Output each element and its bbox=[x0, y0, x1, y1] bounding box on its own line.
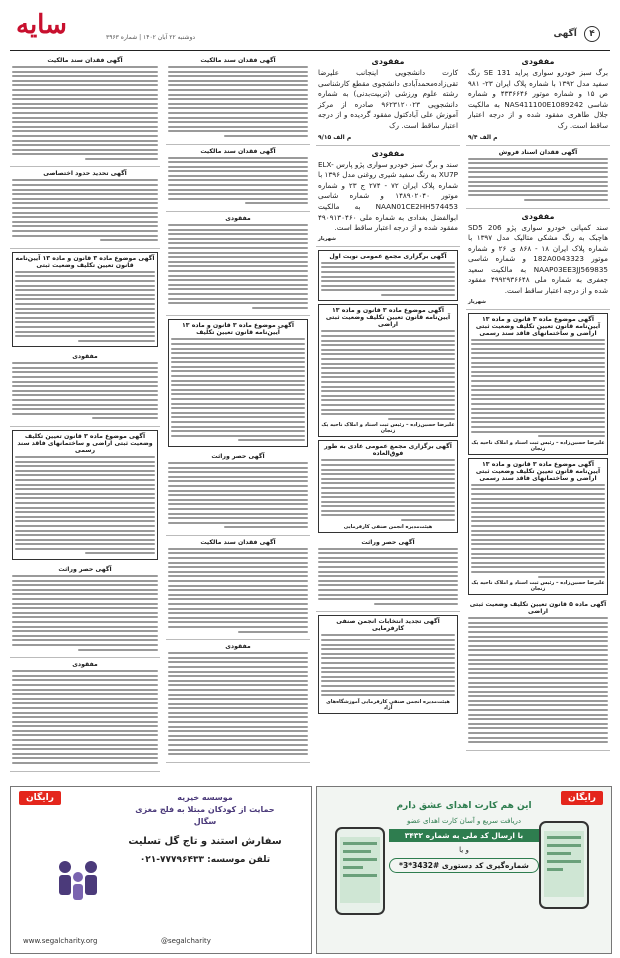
notice-block bbox=[10, 167, 160, 248]
notice-block bbox=[316, 146, 460, 247]
charity-text bbox=[107, 793, 303, 865]
notice-block bbox=[466, 209, 610, 310]
notice-title: مفقودی bbox=[521, 211, 555, 221]
issue-line: دوشنبه ۲۲ آبان ۱۴۰۲ | شماره ۳۹۶۳ bbox=[106, 34, 196, 41]
notice-block bbox=[468, 313, 608, 455]
notice-block bbox=[466, 146, 610, 209]
charity-line-2: سگال bbox=[193, 817, 217, 826]
charity-website[interactable]: www.segalcharity.org bbox=[23, 937, 98, 945]
charity-ad bbox=[10, 786, 312, 954]
notice-block bbox=[318, 250, 458, 302]
notice-block bbox=[166, 450, 310, 536]
notice-title: مفقودی bbox=[371, 57, 405, 66]
notice-block bbox=[466, 54, 610, 146]
charity-line-1: حمایت از کودکان مبتلا به فلج مغزی bbox=[135, 805, 275, 814]
notice-block bbox=[468, 458, 608, 595]
notice-block bbox=[316, 54, 460, 146]
notice-block bbox=[10, 658, 160, 771]
notice-city: شهریار bbox=[468, 298, 486, 305]
phone-graphic bbox=[335, 827, 385, 915]
notice-title: آگهی تجدید انتخابات انجمن صنفی کارفرمایی bbox=[336, 618, 440, 633]
notice-title: آگهی برگزاری مجمع عمومی نوبت اول bbox=[329, 252, 447, 260]
notice-text: برگ سبز خودرو سواری پراید 131 SE رنگ سفید مدل ۱۳۹۲ با شماره پلاک ایران ۲۳- ۹۸۱ ص ۱۵ و شماره موتور ۴۳۳۶۶۴۶ و شماره شاسی NAS411100E1089242 به مالکیت جلال طاهری مفقود شده و از درجه اعتبار ساقط است. رک bbox=[468, 68, 608, 130]
notice-block bbox=[318, 304, 458, 437]
free-badge: رایگان bbox=[19, 791, 61, 805]
notice-signature: علیرضا حسین‌زاده – رئیس ثبت اسناد و املاک ناحیه یک زنجان bbox=[471, 439, 605, 452]
notice-title: آگهی موضوع ماده ۳ قانون و ماده ۱۳ آیین‌نامه قانون تعیین تکلیف bbox=[182, 322, 294, 337]
notice-signature: علیرضا حسین‌زاده – رئیس ثبت اسناد و املاک ناحیه یک زنجان bbox=[321, 422, 455, 435]
notice-block bbox=[10, 54, 160, 167]
notice-title: آگهی فقدان سند مالکیت bbox=[47, 57, 123, 64]
charity-service: سفارش استند و تاج گل تسلیت bbox=[128, 836, 282, 847]
notice-text: سند کمپانی خودرو سواری پژو 206 SD5 هاچبک به رنگ مشکی متالیک مدل ۱۳۹۷ با شماره پلاک ایران ۱۸ - ۸۶۸ ی ۲۶ و شماره موتور 182A0043323 و شماره شاسی NAAP03EE3JJ569835 به مالکیت سعید جعفری به شماره ملی ۴۹۹۲۹۳۶۶۴۸ مفقود شده و از درجه اعتبار ساقط است. bbox=[468, 222, 609, 296]
notice-block bbox=[166, 640, 310, 763]
notice-signature: هیئت‌مدیره انجمن صنفی کارفرمایی bbox=[343, 523, 433, 530]
notice-title: مفقودی bbox=[72, 661, 98, 669]
notice-title: آگهی برگزاری مجمع عمومی عادی به طور فوق‌العاده bbox=[324, 443, 452, 458]
charity-title: موسسه خیریه bbox=[177, 793, 233, 802]
notice-title: آگهی فقدان سند مالکیت bbox=[200, 57, 276, 64]
notice-block bbox=[166, 145, 310, 213]
notice-block bbox=[12, 430, 158, 560]
column-1 bbox=[466, 54, 610, 774]
notice-block bbox=[166, 54, 310, 145]
newspaper-logo: سایه bbox=[16, 10, 67, 40]
notice-title: آگهی فقدان سند مالکیت bbox=[200, 147, 276, 155]
notice-title: مفقودی bbox=[72, 353, 98, 361]
card-line-4: شماره‌گیری کد دستوری #3432*3* bbox=[389, 858, 539, 873]
free-badge: رایگان bbox=[561, 791, 603, 805]
notice-block bbox=[318, 440, 458, 532]
notice-block bbox=[318, 615, 458, 713]
notice-ref: م الف ۹/۴ bbox=[468, 133, 498, 141]
notice-title: آگهی فقدان سند مالکیت bbox=[200, 538, 276, 546]
notice-title: مفقودی bbox=[225, 215, 251, 223]
notice-title: مفقودی bbox=[521, 57, 555, 66]
card-ad-text bbox=[389, 801, 539, 873]
column-4 bbox=[10, 54, 160, 780]
charity-instagram[interactable]: @segalcharity bbox=[161, 937, 211, 945]
notice-block bbox=[12, 252, 158, 348]
notice-title: آگهی موضوع ماده ۳ قانون تعیین تکلیف وضعیت ثبتی اراضی و ساختمانهای فاقد سند رسمی bbox=[17, 433, 153, 454]
notice-title: آگهی موضوع ماده ۳ قانون و ماده ۱۳ آیین‌نامه قانون تعیین تکلیف وضعیت ثبتی اراضی bbox=[325, 307, 451, 329]
card-line-2: با ارسال کد ملی به شماره ۳۴۳۲ bbox=[389, 829, 539, 842]
card-line-3: و یا bbox=[459, 846, 469, 854]
column-3 bbox=[166, 54, 310, 780]
notice-text: کارت دانشجویی اینجانب علیرضا تقی‌زاده‌محمدآبادی دانشجوی مقطع کارشناسی رشته علوم ورزشی (تربیت‌بدنی) به شماره دانشجویی ۹۶۲۳۱۲۰۰۲۳ صادره از مرکز آموزش علی آبادکتول مفقود گردیده و از درجه اعتبار ساقط است. رک bbox=[318, 68, 458, 130]
notice-title: آگهی موضوع ماده ۳ قانون و ماده ۱۳ آیین‌نامه قانون تعیین تکلیف وضعیت ثبتی bbox=[15, 254, 155, 269]
page-label bbox=[553, 26, 600, 42]
notice-title: مفقودی bbox=[225, 643, 251, 651]
page-header bbox=[10, 6, 610, 51]
charity-phone: تلفن موسسه: ۷۷۷۹۶۴۳۳-۰۲۱ bbox=[139, 855, 271, 865]
notice-title: آگهی ماده ۵ قانون تعیین تکلیف وضعیت ثبتی اراضی bbox=[469, 601, 607, 616]
charity-logo-icon bbox=[51, 857, 105, 907]
organ-donor-card-ad bbox=[316, 786, 612, 954]
notice-block bbox=[166, 212, 310, 316]
notice-title: آگهی تحدید حدود اختصاصی bbox=[43, 170, 127, 178]
card-line-1: دریافت سریع و آسان کارت اهدای عضو bbox=[406, 817, 522, 825]
notice-signature: هیئت‌مدیره انجمن صنفی کارفرمایی آموزشگاه‌های آزاد bbox=[326, 698, 450, 711]
notice-city: شهریار bbox=[318, 235, 336, 242]
page-number: ۴ bbox=[584, 26, 600, 42]
notice-block bbox=[166, 536, 310, 640]
notice-block bbox=[10, 350, 160, 427]
notice-block bbox=[466, 598, 610, 751]
notice-block bbox=[168, 319, 308, 447]
notice-title: آگهی موضوع ماده ۳ قانون و ماده ۱۳ آیین‌نامه قانون تعیین تکلیف وضعیت ثبتی اراضی و ساختمانهای فاقد سند رسمی bbox=[475, 460, 601, 482]
notice-ref: م الف ۹/۱۵ bbox=[318, 133, 352, 141]
notice-title: آگهی موضوع ماده ۳ قانون و ماده ۱۳ آیین‌نامه قانون تعیین تکلیف وضعیت ثبتی اراضی و ساختمانهای فاقد سند رسمی bbox=[475, 315, 601, 337]
section-title: آگهی bbox=[553, 29, 577, 39]
column-2 bbox=[316, 54, 460, 774]
notice-title: آگهی فقدان اسناد فروش bbox=[498, 148, 578, 156]
notice-title: مفقودی bbox=[371, 148, 405, 158]
notice-title: آگهی حصر وراثت bbox=[58, 566, 112, 574]
notice-block bbox=[316, 536, 460, 613]
notice-signature: علیرضا حسین‌زاده – رئیس ثبت اسناد و املاک ناحیه یک زنجان bbox=[471, 580, 605, 593]
card-title: این هم کارت اهدای عشق دارم bbox=[396, 801, 532, 811]
notice-block bbox=[10, 563, 160, 658]
notice-title: آگهی حصر وراثت bbox=[211, 452, 265, 460]
notice-title: آگهی حصر وراثت bbox=[361, 538, 415, 546]
phone-graphic bbox=[539, 821, 589, 909]
notice-text: سند و برگ سبز خودرو سواری پژو پارس ELX-XU7P به رنگ سفید شیری روغنی مدل ۱۳۹۶ با شماره پلاک ایران ۷۲ - ۲۷۴ ج ۲۳ و شماره موتور ۱۴۸۹۰۲۰۴۰ و شماره شاسی NAAN01CE2HH574453 به مالکیت ابوالفضل بغدادی به شماره ملی ۴۹۰۹۱۳۰۴۶۰ مفقود شده و از درجه اعتبار ساقط است. bbox=[318, 159, 459, 233]
